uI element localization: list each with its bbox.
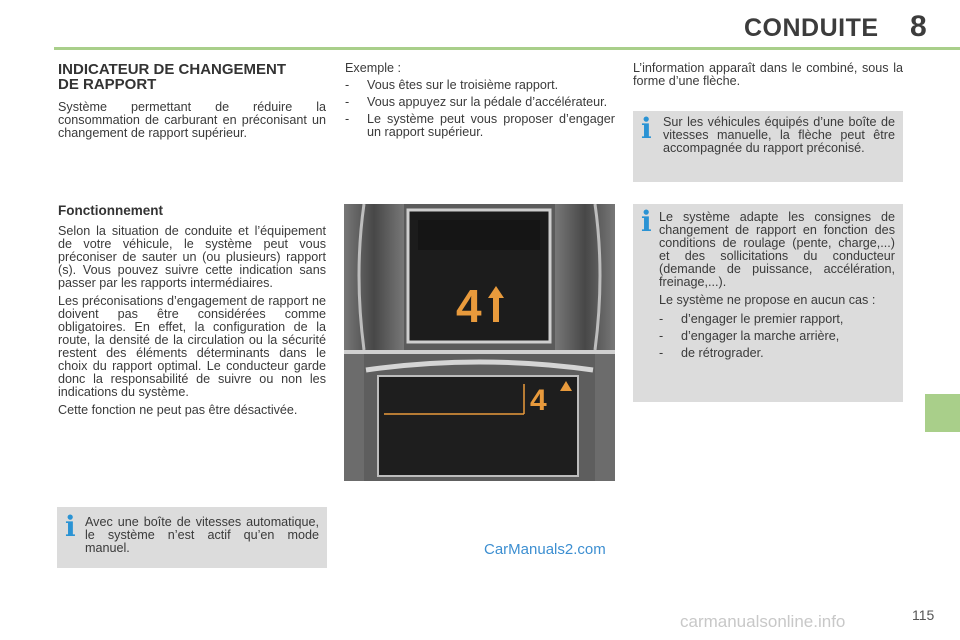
intro-paragraph: Système permettant de réduire la consommation de carburant en préconisant un changement de rapport supérieur. [58, 100, 326, 140]
example-step: - Vous appuyez sur la pédale d’accélérateur. [345, 96, 615, 109]
note-never-item: - de rétrograder. [659, 347, 895, 360]
bottom-left-bezel [344, 354, 364, 481]
operation-paragraph-2: Les préconisations d’engagement de rapport ne doivent pas être considérées comme obligatoires. En effet, la configuration de la route, la densité de la circulation ou la sécurité restent des éléments déterminants dans le choix du rapport optimal. Le conducteur garde donc la responsabilité de suivre ou non les indications du système. [58, 294, 326, 399]
instrument-cluster-svg [344, 204, 615, 481]
example-label: Exemple : [345, 61, 401, 75]
note-never-item: - d’engager la marche arrière, [659, 330, 895, 343]
example-step: - Le système peut vous proposer d’engager un rapport supérieur. [345, 113, 615, 139]
note-manual-gearbox [633, 111, 903, 182]
cluster-left-bezel [344, 204, 404, 350]
note-never-list [659, 313, 895, 360]
note-system-conditions [633, 204, 903, 402]
display-screen-bottom [378, 376, 578, 476]
page-number: 115 [912, 607, 935, 623]
display-screen-band [418, 220, 540, 250]
header-rule [54, 47, 960, 50]
operation-paragraph-1: Selon la situation de conduite et l’équipement de votre véhicule, le système peut vous préconiser de sauter un (ou plusieurs) rapport (s). Vous pouvez suivre cette indication sans passer par les rapports intermédiaires. [58, 224, 326, 290]
example-steps [345, 79, 615, 139]
column-left-operation [58, 204, 326, 417]
instrument-cluster-illustration [344, 204, 615, 481]
info-icon: i [65, 510, 76, 543]
bottom-right-bezel [595, 354, 615, 481]
gear-number-top: 4 [456, 280, 482, 332]
note-automatic-text: Avec une boîte de vitesses automatique, le système n’est actif qu’en mode manuel. [85, 515, 319, 555]
illustration-divider [344, 350, 615, 354]
note-conditions-paragraph: Le système adapte les consignes de changement de rapport en fonction des conditions de roulage (pente, charge,...) et des sollicitations du conducteur (demande de puissance, accélération, freinage,...). [659, 210, 895, 289]
section-title [58, 62, 326, 92]
column-left [58, 62, 326, 140]
note-conditions-body [659, 211, 895, 364]
cluster-right-bezel [555, 204, 615, 350]
page-header-title: CONDUITE [744, 14, 879, 42]
note-never-item: - d’engager le premier rapport, [659, 313, 895, 326]
watermark-carmanualsonline: carmanualsonline.info [680, 612, 846, 631]
column-right [633, 62, 903, 88]
section-title-line2: DE RAPPORT [58, 76, 157, 93]
chapter-number: 8 [910, 10, 927, 43]
chapter-tab [925, 394, 960, 432]
watermark-carmanuals2: CarManuals2.com [484, 541, 606, 558]
gear-number-bottom: 4 [530, 384, 547, 417]
subheading-operation: Fonctionnement [58, 203, 163, 218]
info-icon: i [641, 205, 652, 238]
operation-paragraph-3: Cette fonction ne peut pas être désactivée. [58, 403, 298, 417]
display-info-paragraph: L’information apparaît dans le combiné, sous la forme d’une flèche. [633, 61, 903, 88]
column-middle [345, 62, 615, 143]
info-icon: i [641, 112, 652, 145]
example-step: - Vous êtes sur le troisième rapport. [345, 79, 615, 92]
note-never-proposes: Le système ne propose en aucun cas : [659, 293, 876, 307]
section-title-line1: INDICATEUR DE CHANGEMENT [58, 61, 287, 78]
note-automatic-gearbox [57, 507, 327, 568]
note-manual-text: Sur les véhicules équipés d’une boîte de vitesses manuelle, la flèche peut être accompagnée du rapport préconisé. [663, 115, 895, 155]
